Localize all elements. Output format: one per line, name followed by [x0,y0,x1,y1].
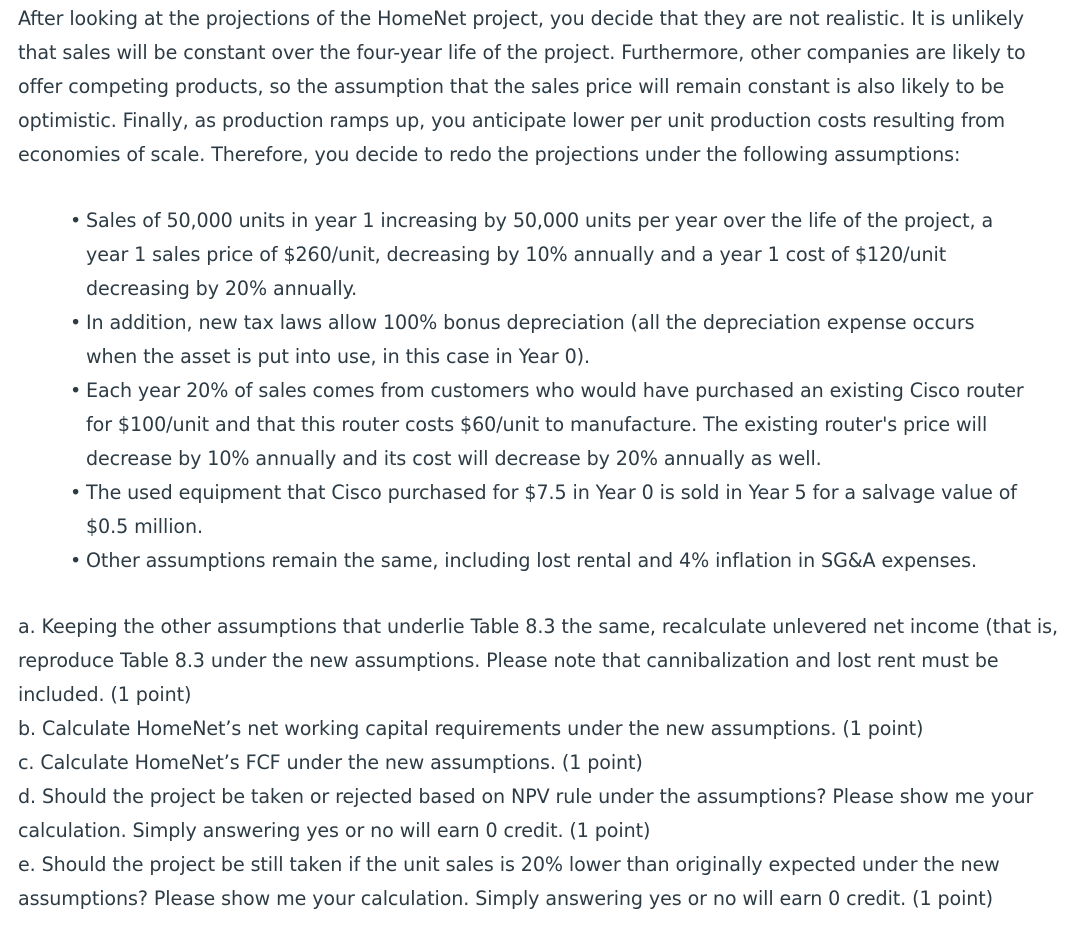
bullet-icon: • [70,379,82,402]
assumption-text: The used equipment that Cisco purchased for $7.5 in Year 0 is sold in Year 5 for a salvage value of $0.5 million. [86,481,1017,538]
question-e: e. Should the project be still taken if the unit sales is 20% lower than originally expected under the new assumptions? Please show me your calculation. Simply answering yes or no will earn 0 credit. (1 point) [18,853,1000,910]
document-body [18,2,1078,916]
assumption-text: Sales of 50,000 units in year 1 increasing by 50,000 units per year over the life of the project, a year 1 sales price of $260/unit, decreasing by 10% annually and a year 1 cost of $120/unit decreasing by 20% annually. [86,209,994,300]
assumption-item [70,544,1026,578]
question-c: c. Calculate HomeNet’s FCF under the new assumptions. (1 point) [18,751,643,774]
assumption-item [70,374,1026,476]
assumption-item [70,306,1026,374]
assumption-text: In addition, new tax laws allow 100% bonus depreciation (all the depreciation expense occurs when the asset is put into use, in this case in Year 0). [86,311,975,368]
assumptions-list [18,204,1078,578]
question-a: a. Keeping the other assumptions that underlie Table 8.3 the same, recalculate unlevered net income (that is, reproduce Table 8.3 under the new assumptions. Please note that cannibalization and lost rent must be included. (1 point) [18,615,1058,706]
assumption-item [70,204,1026,306]
bullet-icon: • [70,311,82,334]
question-d: d. Should the project be taken or rejected based on NPV rule under the assumptions? Please show me your calculation. Simply answering yes or no will earn 0 credit. (1 point) [18,785,1034,842]
assumption-text: Other assumptions remain the same, including lost rental and 4% inflation in SG&A expenses. [86,549,977,572]
bullet-icon: • [70,209,82,232]
intro-paragraph: After looking at the projections of the HomeNet project, you decide that they are not realistic. It is unlikely that sales will be constant over the four-year life of the project. Furthermore, other companies are likely to offer competing products, so the assumption that the sales price will remain constant is also likely to be optimistic. Finally, as production ramps up, you anticipate lower per unit production costs resulting from economies of scale. Therefore, you decide to redo the projections under the following assumptions: [18,7,1026,166]
question-b: b. Calculate HomeNet’s net working capital requirements under the new assumptions. (1 point) [18,717,924,740]
assumption-item [70,476,1026,544]
bullet-icon: • [70,481,82,504]
assumption-text: Each year 20% of sales comes from customers who would have purchased an existing Cisco router for $100/unit and that this router costs $60/unit to manufacture. The existing router's price will decrease by 10% annually and its cost will decrease by 20% annually as well. [86,379,1024,470]
bullet-icon: • [70,549,82,572]
